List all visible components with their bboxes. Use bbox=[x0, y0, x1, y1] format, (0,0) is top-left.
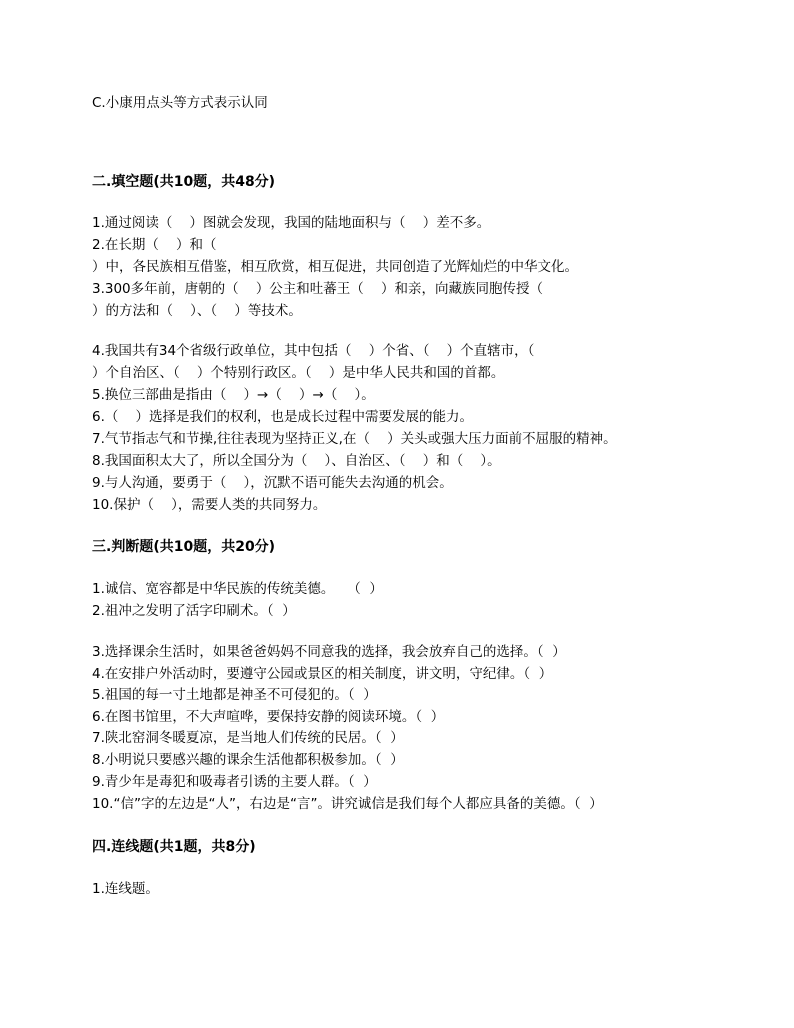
section-heading-fill-in: 二.填空题(共10题，共48分) bbox=[92, 174, 276, 190]
fill-question-4a: 4.我国共有34个省级行政单位，其中包括（ ）个省、（ ）个直辖市，（ bbox=[92, 343, 535, 359]
judge-question-1: 1.诚信、宽容都是中华民族的传统美德。 （ ） bbox=[92, 581, 383, 597]
fill-question-2b: ）中，各民族相互借鉴，相互欣赏，相互促进，共同创造了光辉灿烂的中华文化。 bbox=[92, 259, 578, 275]
judge-question-9: 9.青少年是毒犯和吸毒者引诱的主要人群。（ ） bbox=[92, 774, 377, 790]
top-option: C.小康用点头等方式表示认同 bbox=[92, 95, 268, 111]
judge-question-5: 5.祖国的每一寸土地都是神圣不可侵犯的。（ ） bbox=[92, 687, 377, 703]
matching-question-1: 1.连线题。 bbox=[92, 881, 159, 897]
judge-question-10: 10.“信”字的左边是“人”，右边是“言”。讲究诚信是我们每个人都应具备的美德。（ ） bbox=[92, 796, 603, 812]
judge-question-4: 4.在安排户外活动时，要遵守公园或景区的相关制度，讲文明，守纪律。（ ） bbox=[92, 666, 553, 682]
fill-question-9: 9.与人沟通，要勇于（ ），沉默不语可能失去沟通的机会。 bbox=[92, 475, 453, 491]
fill-question-3a: 3.300多年前，唐朝的（ ）公主和吐蕃王（ ）和亲，向藏族同胞传授（ bbox=[92, 281, 543, 297]
judge-question-6: 6.在图书馆里，不大声喧哗，要保持安静的阅读环境。（ ） bbox=[92, 709, 445, 725]
judge-question-3: 3.选择课余生活时，如果爸爸妈妈不同意我的选择，我会放弃自己的选择。（ ） bbox=[92, 644, 566, 660]
fill-question-7: 7.气节指志气和节操,往往表现为坚持正义,在（ ）关头或强大压力面前不屈服的精神。 bbox=[92, 431, 617, 447]
fill-question-6: 6.（ ）选择是我们的权利，也是成长过程中需要发展的能力。 bbox=[92, 409, 474, 425]
section-heading-matching: 四.连线题(共1题，共8分) bbox=[92, 839, 256, 855]
section-heading-judgement: 三.判断题(共10题，共20分) bbox=[92, 539, 276, 555]
fill-question-8: 8.我国面积太大了，所以全国分为（ ）、自治区、（ ）和（ ）。 bbox=[92, 453, 501, 469]
judge-question-7: 7.陕北窑洞冬暖夏凉，是当地人们传统的民居。（ ） bbox=[92, 730, 404, 746]
fill-question-10: 10.保护（ ），需要人类的共同努力。 bbox=[92, 497, 327, 513]
fill-question-1: 1.通过阅读（ ）图就会发现，我国的陆地面积与（ ）差不多。 bbox=[92, 215, 491, 231]
judge-question-2: 2.祖冲之发明了活字印刷术。（ ） bbox=[92, 603, 296, 619]
fill-question-2a: 2.在长期（ ）和（ bbox=[92, 237, 217, 253]
fill-question-5: 5.换位三部曲是指由（ ）→（ ）→（ ）。 bbox=[92, 387, 375, 403]
fill-question-3b: ）的方法和（ ）、（ ）等技术。 bbox=[92, 303, 302, 319]
fill-question-4b: ）个自治区、（ ）个特别行政区。（ ）是中华人民共和国的首都。 bbox=[92, 365, 505, 381]
judge-question-8: 8.小明说只要感兴趣的课余生活他都积极参加。（ ） bbox=[92, 752, 404, 768]
